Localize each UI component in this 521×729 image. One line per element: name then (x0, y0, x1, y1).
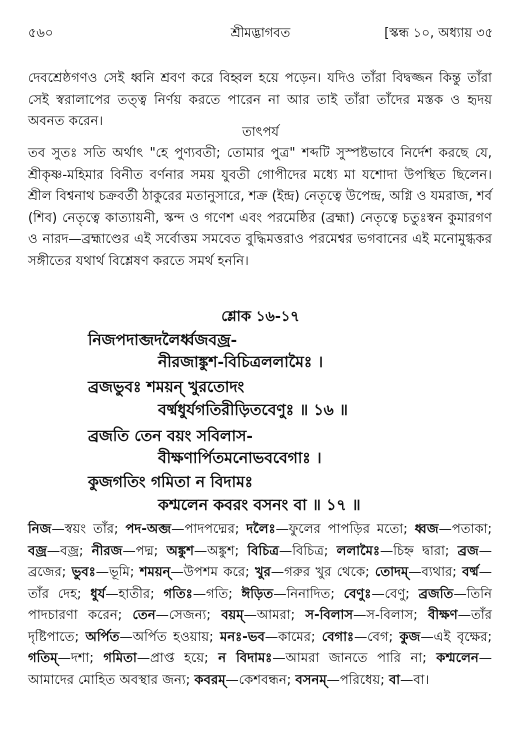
synonym-word: গমিতা (103, 651, 137, 666)
synonym-meaning: ব্যথার; (421, 565, 457, 580)
synonym-word: নীরজ (91, 543, 123, 559)
synonym-meaning: ব্রজের; (28, 565, 67, 580)
synonym-word: তোদম্ (375, 565, 409, 580)
synonym-word: স-বিলাস (305, 608, 354, 623)
synonym-meaning: নিনাদিত; (286, 586, 335, 602)
synonym-word: ন বিদামঃ (218, 651, 273, 666)
verse-line: ব্রজভুবঃ শময়ন্ খুরতোদং (88, 377, 245, 396)
synonym-word: শময়ন্ (139, 565, 171, 580)
verse-number: শ্লোক ১৬-১৭ (221, 309, 300, 325)
synonym-word: বর্ষ্ম (462, 565, 479, 580)
verse-line: নিজপদাব্জদলৈর্ধ্বজবজ্র- (88, 330, 238, 349)
synonym-word: ধুর্য (90, 586, 106, 602)
synonym-meaning: ভূমি; (108, 565, 135, 580)
synonym-word: অঙ্কুশ (166, 543, 194, 559)
synonym-word: ললামৈঃ (336, 543, 381, 559)
synonym-word: ঈড়িত (241, 586, 274, 602)
synonym-word: ব্রজ (457, 543, 479, 559)
synonym-meaning: বজ্র; (60, 543, 84, 559)
synonym-word: বিচিত্র (247, 543, 280, 559)
synonym-word: তেন (132, 608, 156, 623)
verse-line: কশ্মলেন কবরং বসনং বা ॥ ১৭ ॥ (158, 495, 361, 514)
synonym-meaning: স-বিলাস; (366, 608, 418, 623)
synonym-meaning: পতাকা; (451, 522, 492, 537)
synonym-word: মনঃ-ভব (220, 629, 265, 645)
synonym-meaning: দশা; (70, 651, 94, 666)
synonym-word: গতিঃ (163, 586, 193, 602)
synonym-meaning: আমরা জানতে পারি না; (285, 651, 427, 666)
synonym-word: ভুবঃ (71, 565, 96, 580)
synonym-word: পদ-অব্জ (125, 522, 172, 537)
synonym-meaning: ফুলের পাপড়ির মতো; (288, 522, 408, 537)
synonym-meaning: কেশবন্ধন; (238, 672, 292, 688)
synonym-meaning: বিচিত্র; (292, 543, 329, 559)
synonym-word: দলৈঃ (246, 522, 276, 537)
synonym-meaning: অর্পিত হওয়ায়; (132, 629, 214, 645)
synonym-meaning: পদ্ম; (135, 543, 159, 559)
synonyms-paragraph: নিজ—স্বয়ং তাঁর; পদ-অব্জ—পাদপদ্মের; দলৈঃ—ফুলের পাপড়ির মতো; ধ্বজ—পতাকা; বজ্র—বজ্র; নীরজ—পদ্ম; অঙ্কুশ—অঙ্কুশ; বিচিত্র—বিচিত্র; ললামৈঃ—চিহ্ন দ্বারা; ব্রজ—ব্রজের; ভুবঃ—ভূমি; শময়ন্—উপশম করে; খুর—গরুর খুর থেকে; তোদম্—ব্যথার; বর্ষ্ম—তাঁর দেহ; ধুর্য—হাতীর; গতিঃ—গতি; ঈড়িত—নিনাদিত; বেণুঃ—বেণু; ব্রজতি—তিনি পাদচারণা করেন; তেন—সেজন্য; বয়ম্—আমরা; স-বিলাস—স-বিলাস; বীক্ষণ—তাঁর দৃষ্টিপাতে; অর্পিত—অর্পিত হওয়ায়; মনঃ-ভব—কামের; বেগাঃ—বেগ; কুজ—এই বৃক্ষের; গতিম্—দশা; গমিতা—প্রাপ্ত হয়ে; ন বিদামঃ—আমরা জানতে পারি না; কশ্মলেন—আমাদের মোহিত অবস্থার জন্য; কবরম্—কেশবন্ধন; বসনম্—পরিধেয়; বা—বা। (28, 522, 492, 688)
verse-line: ব্রজতি তেন বয়ং সবিলাস- (88, 426, 253, 445)
synonym-word: বীক্ষণ (428, 608, 458, 623)
book-title: শ্রীমদ্ভাগবত (230, 26, 291, 41)
page-number: ৫৬০ (28, 26, 54, 41)
synonym-word: বয়ম্ (221, 608, 244, 623)
synonym-meaning: এই বৃক্ষের; (433, 629, 492, 645)
synonym-meaning: আমরা; (256, 608, 296, 623)
synonym-meaning: বা। (413, 672, 430, 688)
synonym-meaning: তাঁর দৃষ্টিপাতে; (28, 608, 492, 645)
synonym-word: অর্পিত (85, 629, 120, 645)
synonym-meaning: পরিধেয়; (339, 672, 385, 688)
synonym-meaning: আমাদের মোহিত অবস্থার জন্য; (28, 672, 191, 688)
synonym-meaning: উপশম করে; (183, 565, 250, 580)
synonym-meaning: হাতীর; (118, 586, 155, 602)
synonym-word: কবরম্ (194, 672, 226, 688)
synonym-meaning: বেণু; (384, 586, 410, 602)
verse-line: কুজগতিং গমিতা ন বিদামঃ (88, 472, 253, 491)
synonym-meaning: তাঁর দেহ; (28, 586, 82, 602)
chapter-reference: [স্কন্ধ ১০, অধ্যায় ৩৫ (384, 26, 493, 41)
synonym-word: বজ্র (28, 543, 47, 559)
synonym-word: কুজ (399, 629, 421, 645)
synonym-word: গতিম্ (28, 651, 58, 666)
synonym-word: বসনম্ (295, 672, 327, 688)
synonym-meaning: গতি; (206, 586, 233, 602)
verse-line: বর্ষ্মধুর্যগতিরীড়িতবেণুঃ ॥ ১৬ ॥ (158, 400, 348, 419)
synonym-word: ধ্বজ (414, 522, 439, 537)
synonym-meaning: তিনি পাদচারণা করেন; (28, 586, 492, 623)
verse-line: বীক্ষণার্পিতমনোভববেগাঃ । (158, 448, 322, 467)
verse-line: নীরজাঙ্কুশ-বিচিত্রললামৈঃ । (158, 352, 324, 371)
synonym-meaning: কামের; (278, 629, 316, 645)
synonym-meaning: অঙ্কুশ; (207, 543, 240, 559)
synonym-meaning: সেজন্য; (168, 608, 211, 623)
synonym-word: বেণুঃ (343, 586, 372, 602)
purport-paragraph: তব সুতঃ সতি অর্থাৎ "হে পুণ্যবতী; তোমার পুত্র" শব্দটি সুস্পষ্টভাবে নির্দেশ করছে যে, শ্রীকৃষ্ণ-মহিমার বিনীত বর্ণনার সময় যুবতী গোপীদের মধ্যে মা যশোদা উপস্থিত ছিলেন। শ্রীল বিশ্বনাথ চক্রবর্তী ঠাকুরের মতানুসারে, শক্র (ইন্দ্র) নেতৃত্বে উপেন্দ্র, অগ্নি ও যমরাজ, শর্ব (শিব) নেতৃত্বে কাত্যায়নী, স্কন্দ ও গণেশ এবং পরমেষ্ঠির (ব্রহ্মা) নেতৃত্বে চতুঃস্বন কুমারগণ ও নারদ—ব্রহ্মাণ্ডের এই সর্বোত্তম সমবেত বুদ্ধিমত্তরাও পরমেশ্বর ভগবানের এই মনোমুগ্ধকর সঙ্গীতের যথার্থ বিশ্লেষণ করতে সমর্থ হননি। (28, 146, 492, 269)
synonym-meaning: গরুর খুর থেকে; (284, 565, 370, 580)
synonym-word: কশ্মলেন (436, 651, 479, 666)
synonym-meaning: প্রাপ্ত হয়ে; (150, 651, 209, 666)
page-header (28, 24, 493, 44)
synonym-meaning: বেগ; (367, 629, 394, 645)
synonym-meaning: পাদপদ্মের; (184, 522, 240, 537)
synonym-word: বা (388, 672, 401, 688)
synonym-word: ব্রজতি (418, 586, 454, 602)
synonym-word: নিজ (28, 522, 52, 537)
translation-paragraph: দেবশ্রেষ্ঠগণও সেই ধ্বনি শ্রবণ করে বিহ্বল হয়ে পড়েন। যদিও তাঁরা বিদ্বজ্জন কিন্তু তাঁরা সেই স্বরালাপের তত্ত্ব নির্ণয় করতে পারেন না আর তাই তাঁরা তাঁদের মস্তক ও হৃদয় অবনত করেন। (28, 71, 492, 129)
purport-heading: তাৎপর্য (242, 125, 279, 140)
synonym-word: খুর (254, 565, 271, 580)
synonym-word: বেগাঃ (321, 629, 355, 645)
synonym-meaning: স্বয়ং তাঁর; (64, 522, 119, 537)
synonym-meaning: চিহ্ন দ্বারা; (393, 543, 450, 559)
